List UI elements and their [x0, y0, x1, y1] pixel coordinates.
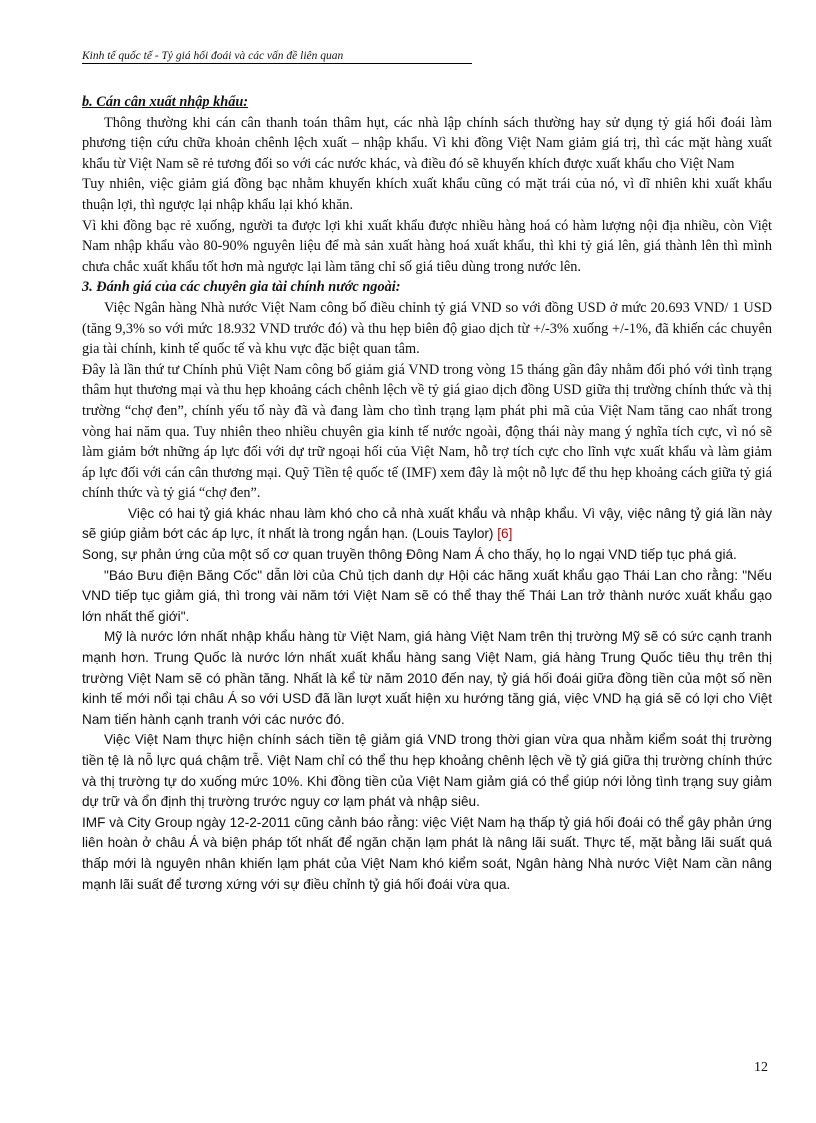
paragraph: Tuy nhiên, việc giảm giá đồng bạc nhằm khuyến khích xuất khẩu cũng có mặt trái của nó, vì dĩ nhiên khi xuất khẩu thuận lợi, thì ngược lại nhập khẩu lại khó khăn.: [82, 176, 772, 213]
paragraph: Song, sự phản ứng của một số cơ quan truyền thông Đông Nam Á cho thấy, họ lo ngại VND tiếp tục phá giá.: [82, 547, 737, 563]
page-header: Kinh tế quốc tế - Tỷ giá hối đoái và các vấn đề liên quan: [82, 50, 472, 64]
paragraph: "Báo Bưu điện Băng Cốc" dẫn lời của Chủ tịch danh dự Hội các hãng xuất khẩu gạo Thái Lan cho rằng: "Nếu VND tiếp tục giảm giá, thì trong vài năm tới Việt Nam sẽ có thể thay thế Thái Lan trở thành nước xuất khẩu gạo lớn nhất thế giới".: [82, 567, 772, 624]
paragraph: Mỹ là nước lớn nhất nhập khẩu hàng từ Việt Nam, giá hàng Việt Nam trên thị trường Mỹ sẽ có sức cạnh tranh mạnh hơn. Trung Quốc là nước lớn nhất xuất khẩu hàng sang Việt Nam, giá hàng Trung Quốc tiêu thụ trên thị trường Việt Nam sẽ có phần tăng. Nhất là kể từ năm 2010 đến nay, tỷ giá hối đoái giữa đồng tiền của một số nền kinh tế mới nổi tại châu Á so với USD đã lần lượt xuất hiện xu hướng tăng giá, việc VND hạ giá sẽ có lợi cho Việt Nam tiến hành cạnh tranh với các nước đó.: [82, 629, 772, 727]
paragraph: Vì khi đồng bạc rẻ xuống, người ta được lợi khi xuất khẩu được nhiều hàng hoá có hàm lượng nội địa nhiều, còn Việt Nam nhập khẩu vào 80-90% nguyên liệu để mà sản xuất hàng hoá xuất khẩu, thì khi tỷ giá lên, giá thành lên thì mình chưa chắc xuất khẩu tốt hơn mà ngược lại làm tăng chỉ số giá tiêu dùng trong nước lên.: [82, 217, 772, 275]
paragraph: [82, 504, 772, 545]
paragraph: IMF và City Group ngày 12-2-2011 cũng cảnh báo rằng: việc Việt Nam hạ thấp tỷ giá hối đoái có thể gây phản ứng liên hoàn ở châu Á và biện pháp tốt nhất để ngăn chặn lạm phát là nâng lãi suất. Thực tế, mặt bằng lãi suất quá thấp mới là nguyên nhân khiến lạm phát của Việt Nam khó kiểm soát, Ngân hàng Nhà nước Việt Nam cần nâng mạnh lãi suất để tương xứng với sự điều chỉnh tỷ giá hối đoái vừa qua.: [82, 814, 772, 892]
paragraph: Thông thường khi cán cân thanh toán thâm hụt, các nhà lập chính sách thường hay sử dụng tỷ giá hối đoái làm phương tiện cứu chữa khoản chênh lệch xuất – nhập khẩu. Vì khi đồng Việt Nam giảm giá trị, thì các mặt hàng xuất khẩu từ Việt Nam sẽ rẻ tương đối so với các nước khác, và điều đó sẽ khuyến khích được xuất khẩu cho Việt Nam: [82, 114, 772, 172]
paragraph: Việc Việt Nam thực hiện chính sách tiền tệ giảm giá VND trong thời gian vừa qua nhằm kiểm soát thị trường tiền tệ là nỗ lực quá chậm trễ. Việt Nam chỉ có thể thu hẹp khoảng chênh lệch về tỷ giá giữa thị trường chính thức và thị trường tự do xuống mức 10%. Khi đồng tiền của Việt Nam giảm giá có thể giúp nới lỏng tình trạng suy giảm dự trữ và ổn định thị trường trước nguy cơ lạm phát và nhập siêu.: [82, 732, 772, 810]
section-3-heading: 3. Đánh giá của các chuyên gia tài chính nước ngoài:: [82, 279, 401, 296]
section-b-heading: b. Cán cân xuất nhập khẩu:: [82, 94, 249, 110]
document-body: [82, 92, 772, 895]
paragraph: Việc Ngân hàng Nhà nước Việt Nam công bố điều chỉnh tỷ giá VND so với đồng USD ở mức 20.693 VND/ 1 USD (tăng 9,3% so với mức 18.932 VND trước đó) và thu hẹp biên độ giao dịch từ +/-3% xuống +/-1%, đã khiến các chuyên gia tài chính, kinh tế quốc tế và khu vực đặc biệt quan tâm.: [82, 299, 772, 358]
citation-link[interactable]: [6]: [497, 526, 513, 542]
paragraph: Đây là lần thứ tư Chính phủ Việt Nam công bố giảm giá VND trong vòng 15 tháng gần đây nhằm đối phó với tình trạng thâm hụt thương mại và thu hẹp khoảng cách chênh lệch về tỷ giá giao dịch đồng USD giữa thị trường chính thức và thị trường “chợ đen”, chính yếu tố này đã và đang làm cho tình trạng lạm phát phi mã của Việt Nam tăng cao nhất trong vòng hai năm qua. Tuy nhiên theo nhiều chuyên gia kinh tế nước ngoài, động thái này mang ý nghĩa tích cực, vì nó sẽ làm giảm bớt những áp lực đối với dự trữ ngoại hối của Việt Nam, hỗ trợ tích cực cho lĩnh vực xuất khẩu và làm giảm áp lực đối với cán cân thương mại. Quỹ Tiền tệ quốc tế (IMF) xem đây là một nỗ lực để thu hẹp khoảng cách giữa tỷ giá chính thức và tỷ giá “chợ đen”.: [82, 361, 772, 502]
paragraph-text: Việc có hai tỷ giá khác nhau làm khó cho cả nhà xuất khẩu và nhập khẩu. Vì vậy, việc nâng tỷ giá lần này sẽ giúp giảm bớt các áp lực, ít nhất là trong ngắn hạn. (Louis Taylor): [82, 505, 772, 542]
page-number: 12: [754, 1060, 768, 1075]
